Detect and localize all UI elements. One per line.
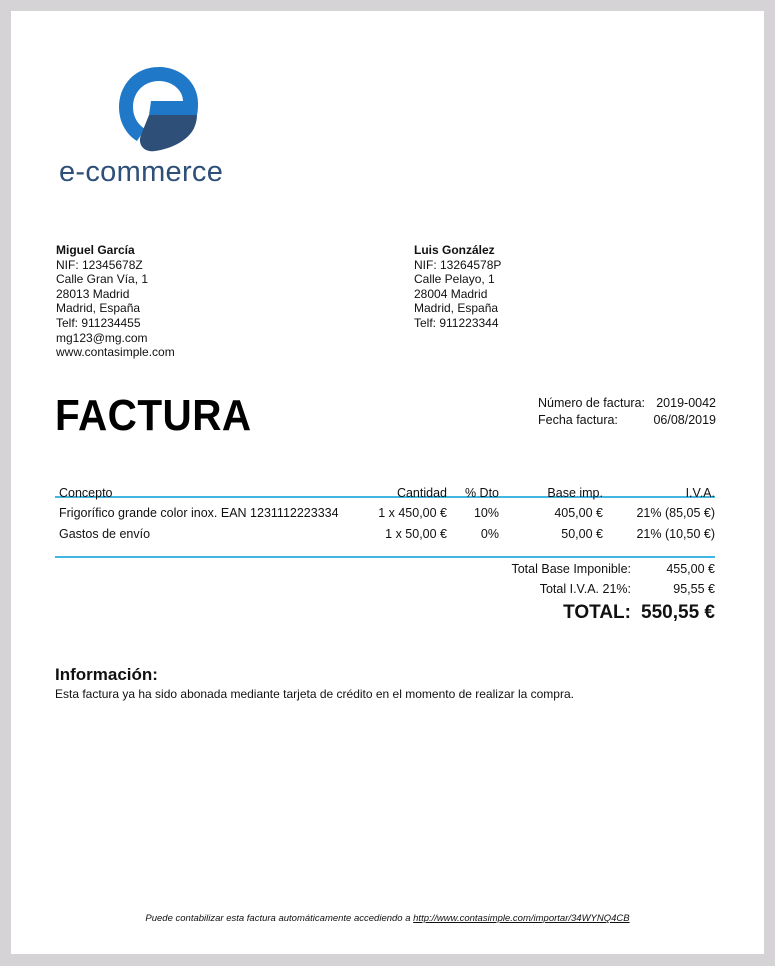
e-logo-icon [111, 63, 207, 155]
row-1-concepto: Frigorífico grande color inox. EAN 1231112223334 [59, 506, 339, 520]
row-2-iva: 21% (10,50 €) [636, 527, 715, 541]
buyer-region: Madrid, España [414, 301, 499, 316]
header-concepto: Concepto [59, 486, 113, 500]
grand-total-label: TOTAL: [563, 602, 631, 623]
buyer-info [414, 243, 501, 331]
table-body [55, 498, 715, 558]
seller-info [56, 243, 175, 360]
buyer-street: Calle Pelayo, 1 [414, 272, 495, 287]
row-1-base: 405,00 € [554, 506, 603, 520]
total-iva-row [491, 582, 715, 602]
row-2-concepto: Gastos de envío [59, 527, 151, 541]
seller-street: Calle Gran Vía, 1 [56, 272, 149, 287]
logo-text: e-commerce [59, 156, 224, 188]
line-items-table [55, 474, 715, 558]
grand-total-row [491, 602, 715, 630]
info-title: Información: [55, 665, 158, 684]
invoice-meta [538, 395, 716, 429]
row-1-dto: 10% [473, 506, 499, 520]
invoice-number-label: Número de factura: [538, 396, 645, 410]
header-cantidad: Cantidad [396, 486, 447, 500]
header-base: Base imp. [547, 486, 603, 500]
footer-text: Puede contabilizar esta factura automáticamente accediendo a [145, 913, 414, 924]
buyer-nif: NIF: 13264578P [414, 257, 502, 272]
invoice-title: FACTURA [55, 391, 252, 440]
total-iva-value: 95,55 € [673, 582, 715, 596]
total-base-row [491, 562, 715, 582]
invoice-date-value: 06/08/2019 [653, 413, 716, 427]
total-iva-label: Total I.V.A. 21%: [539, 582, 631, 596]
buyer-name: Luis González [414, 243, 495, 257]
info-text: Esta factura ya ha sido abonada mediante tarjeta de crédito en el momento de realizar la compra. [55, 687, 574, 701]
buyer-city: 28004 Madrid [414, 286, 488, 301]
header-dto: % Dto [464, 486, 499, 500]
company-logo [59, 63, 259, 203]
row-1-iva: 21% (85,05 €) [636, 506, 715, 520]
footer-link[interactable]: http://www.contasimple.com/importar/34WYNQ4CB [413, 913, 630, 924]
seller-name: Miguel García [56, 243, 135, 257]
seller-website: www.contasimple.com [56, 345, 175, 360]
invoice-date-label: Fecha factura: [538, 413, 618, 427]
header-iva: I.V.A. [685, 486, 715, 500]
table-header [55, 474, 715, 498]
invoice-number-value: 2019-0042 [656, 396, 716, 410]
row-2-base: 50,00 € [561, 527, 603, 541]
totals-block [491, 562, 715, 630]
seller-nif: NIF: 12345678Z [56, 257, 143, 272]
row-2-cantidad: 1 x 50,00 € [385, 527, 447, 541]
seller-city: 28013 Madrid [56, 286, 130, 301]
footer-note [11, 913, 764, 924]
seller-region: Madrid, España [56, 301, 141, 316]
grand-total-value: 550,55 € [641, 602, 715, 623]
row-1-cantidad: 1 x 450,00 € [378, 506, 447, 520]
seller-email: mg123@mg.com [56, 330, 148, 345]
seller-phone: Telf: 911234455 [56, 315, 141, 330]
total-base-value: 455,00 € [666, 562, 715, 576]
total-base-label: Total Base Imponible: [511, 562, 631, 576]
buyer-phone: Telf: 911223344 [414, 315, 499, 330]
row-2-dto: 0% [480, 527, 499, 541]
invoice-page [11, 11, 764, 954]
